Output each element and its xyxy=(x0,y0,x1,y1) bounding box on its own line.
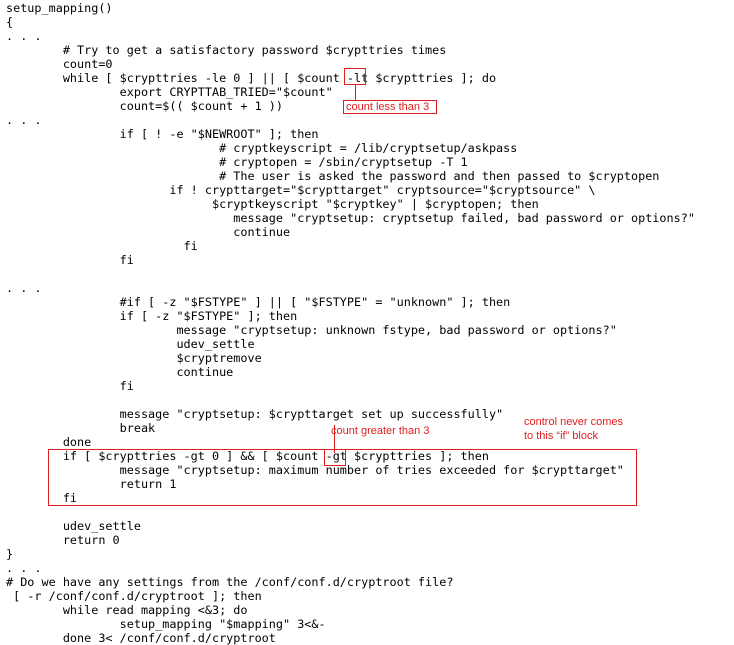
code-line: #if [ -z "$FSTYPE" ] || [ "$FSTYPE" = "unknown" ]; then xyxy=(6,295,511,309)
code-line: . . . xyxy=(6,281,42,295)
code-line: while read mapping <&3; do xyxy=(6,603,248,617)
code-line: message "cryptsetup: cryptsetup failed, bad password or options?" xyxy=(6,211,695,225)
code-line: count=0 xyxy=(6,57,113,71)
lt-highlight-box xyxy=(344,68,366,85)
lt-callout-line xyxy=(355,85,356,100)
code-line: return 1 xyxy=(6,477,177,491)
code-line: # cryptkeyscript = /lib/cryptsetup/askpass xyxy=(6,141,518,155)
code-line: [ -r /conf/conf.d/cryptroot ]; then xyxy=(6,589,262,603)
code-line: # Try to get a satisfactory password $crypttries times xyxy=(6,43,447,57)
code-line: # The user is asked the password and then passed to $cryptopen xyxy=(6,169,660,183)
code-line: . . . xyxy=(6,29,42,43)
code-line: if ! crypttarget="$crypttarget" cryptsource="$cryptsource" \ xyxy=(6,183,596,197)
code-line: fi xyxy=(6,491,78,505)
code-line: if [ ! -e "$NEWROOT" ]; then xyxy=(6,127,319,141)
code-line: . . . xyxy=(6,113,42,127)
code-line: # Do we have any settings from the /conf/conf.d/cryptroot file? xyxy=(6,575,454,589)
code-line: done 3< /conf/conf.d/cryptroot xyxy=(6,631,276,645)
code-line: break xyxy=(6,421,156,435)
control-never-label-line1: control never comes xyxy=(524,416,624,428)
code-line: export CRYPTTAB_TRIED="$count" xyxy=(6,85,333,99)
code-line: # cryptopen = /sbin/cryptsetup -T 1 xyxy=(6,155,468,169)
code-line: message "cryptsetup: maximum number of tries exceeded for $crypttarget" xyxy=(6,463,624,477)
code-line: udev_settle xyxy=(6,337,255,351)
count-less-label: count less than 3 xyxy=(346,101,430,113)
code-line: fi xyxy=(6,239,198,253)
code-line: return 0 xyxy=(6,533,120,547)
code-line: count=$(( $count + 1 )) xyxy=(6,99,283,113)
code-line: if [ $crypttries -gt 0 ] && [ $count -gt $crypttries ]; then xyxy=(6,449,489,463)
code-line: { xyxy=(6,15,14,29)
code-line: message "cryptsetup: $crypttarget set up successfully" xyxy=(6,407,504,421)
code-line: if [ -z "$FSTYPE" ]; then xyxy=(6,309,298,323)
code-line: setup_mapping "$mapping" 3<&- xyxy=(6,617,326,631)
count-greater-label: count greater than 3 xyxy=(331,425,430,437)
code-line: message "cryptsetup: unknown fstype, bad password or options?" xyxy=(6,323,617,337)
code-line: $cryptremove xyxy=(6,351,262,365)
code-line: $cryptkeyscript "$cryptkey" | $cryptopen; then xyxy=(6,197,539,211)
code-line: done xyxy=(6,435,92,449)
code-line: while [ $crypttries -le 0 ] || [ $count -lt $crypttries ]; do xyxy=(6,71,497,85)
code-line: continue xyxy=(6,225,291,239)
code-line: fi xyxy=(6,379,134,393)
control-never-label-line2: to this “if” block xyxy=(524,430,598,442)
unreachable-if-block-box xyxy=(48,449,637,506)
code-line: udev_settle xyxy=(6,519,141,533)
code-line: } xyxy=(6,547,14,561)
code-line: setup_mapping() xyxy=(6,1,113,15)
code-line: fi xyxy=(6,253,134,267)
code-line: . . . xyxy=(6,561,42,575)
code-line: continue xyxy=(6,365,234,379)
